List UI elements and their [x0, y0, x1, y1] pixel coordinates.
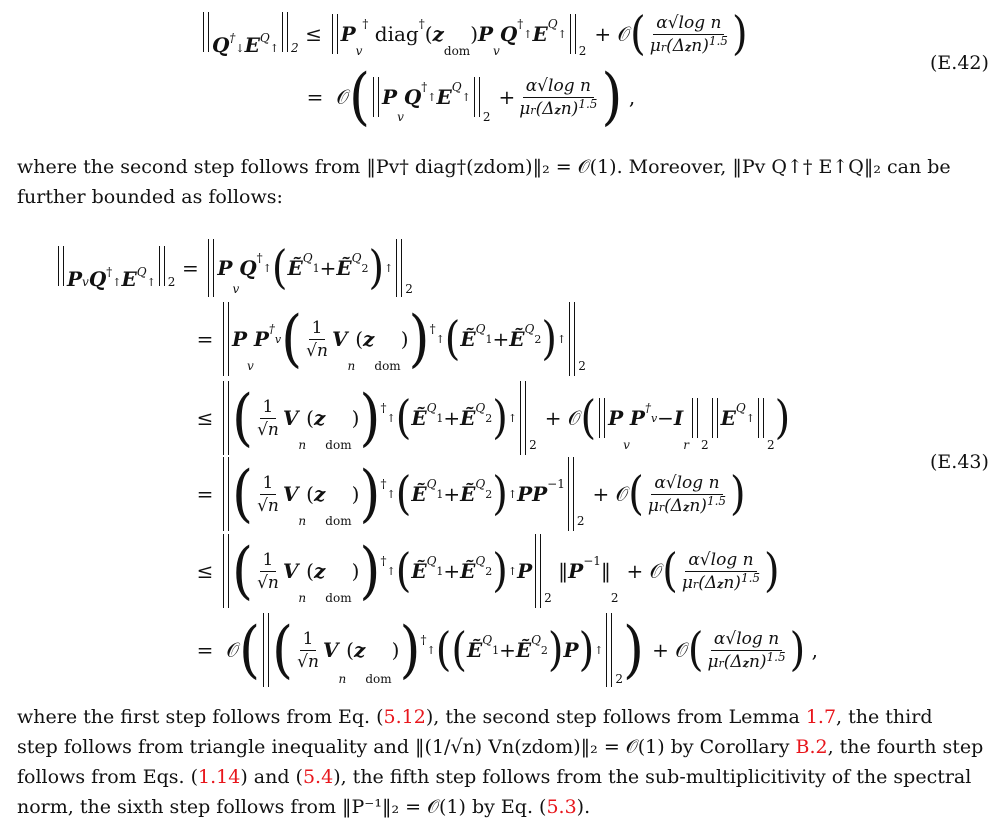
e42-rel1: ≤ — [305, 22, 322, 46]
paragraph-2 — [17, 702, 992, 822]
e43-line1: $PvQ^\dagger↑E^Q↑$ 2 = P v Q † ↑ ( Ẽ Q 1 + Ẽ Q 2 ) ↑ 2 — [55, 238, 413, 298]
e43-line6: = 𝒪 ( ( $\frac{1}{√n}$ V n ( z dom ) ) † ↑ ( ( Ẽ Q 1 + Ẽ Q 2 ) P ) ↑ 2 ) + 𝒪 ( $\frac{\text{α√log n}}{\mu r(\Delta zn)^{1.5}}$ ) , — [196, 613, 818, 686]
ref-eq-1-14[interactable]: 1.14 — [198, 766, 241, 788]
para2-line1: where the first step follows from Eq. (5.12), the second step follows from Lemma 1.7, the third — [17, 706, 933, 728]
e42-line2: = 𝒪 ( P v Q † ↑ E Q ↑ 2 + $\frac{\text{α√log n}}{\mu r(\Delta zn)^{1.5}}$ ) , — [300, 68, 635, 126]
para2-line4: norm, the sixth step follows from ‖P⁻¹‖₂ = 𝒪(1) by Eq. (5.3). — [17, 796, 591, 818]
ref-corollary-b-2[interactable]: B.2 — [795, 736, 828, 758]
e42-rel2: = — [306, 85, 324, 109]
e42-label: (E.42) — [930, 52, 989, 74]
para1-line2: further bounded as follows: — [17, 186, 283, 208]
e43-line4: = ( $\frac{1}{√n}$ V n ( z dom ) ) † ↑ ( Ẽ Q 1 + Ẽ Q 2 ) ↑ PP −1 2 + 𝒪 ( $\frac{\text{α√log n}}{\mu r(\Delta zn)^{1.5}}$ ) — [196, 457, 746, 530]
e43-line5: ≤ ( $\frac{1}{√n}$ V n ( z dom ) ) † ↑ ( Ẽ Q 1 + Ẽ Q 2 ) ↑ P 2 ‖ P −1 ‖ 2 + 𝒪 ( $\frac{\text{α√log n}}{\mu r(\Delta zn)^{1.5}}$ ) — [196, 534, 780, 607]
ref-lemma-1-7[interactable]: 1.7 — [805, 706, 837, 728]
ref-eq-5-12[interactable]: 5.12 — [383, 706, 426, 728]
e42-lhs: $Q^\dagger↓E^Q↑$ 2 — [200, 12, 299, 57]
para2-line2: step follows from triangle inequality and ‖(1/√n) Vn(zdom)‖₂ = 𝒪(1) by Corollary B.2, the fourth step — [17, 736, 984, 758]
e43-line2: = P v P † v ( $\frac{1}{√n}$ V n ( z dom ) ) † ↑ ( Ẽ Q 1 + Ẽ Q 2 ) ↑ 2 — [196, 302, 586, 375]
e43-line3: ≤ ( $\frac{1}{√n}$ V n ( z dom ) ) † ↑ ( Ẽ Q 1 + Ẽ Q 2 ) ↑ 2 + 𝒪 ( P v P † v − I r 2 E Q ↑ 2 ) — [196, 381, 791, 454]
e43-label: (E.43) — [930, 451, 989, 473]
para2-line3: follows from Eqs. (1.14) and (5.4), the fifth step follows from the sub-multiplicitivity of the spectral — [17, 766, 972, 788]
e42-line1: $Q^\dagger↓E^Q↑$ 2 ≤ P v † diag † ( z dom ) P v Q † ↑ E Q ↑ 2 + 𝒪 ( $\frac{\text{α√log n}}{\mu r(\Delta zn)^{1.5}}$ ) — [200, 8, 748, 60]
para1-line1: where the second step follows from ‖Pv† diag†(zdom)‖₂ = 𝒪(1). Moreover, ‖Pv Q↑† E↑Q‖₂ can be — [17, 156, 951, 178]
ref-eq-5-4[interactable]: 5.4 — [302, 766, 334, 788]
e43-lhs: $PvQ^\dagger↑E^Q↑$ 2 — [55, 246, 175, 291]
ref-eq-5-3[interactable]: 5.3 — [546, 796, 577, 818]
paragraph-1 — [17, 152, 992, 212]
